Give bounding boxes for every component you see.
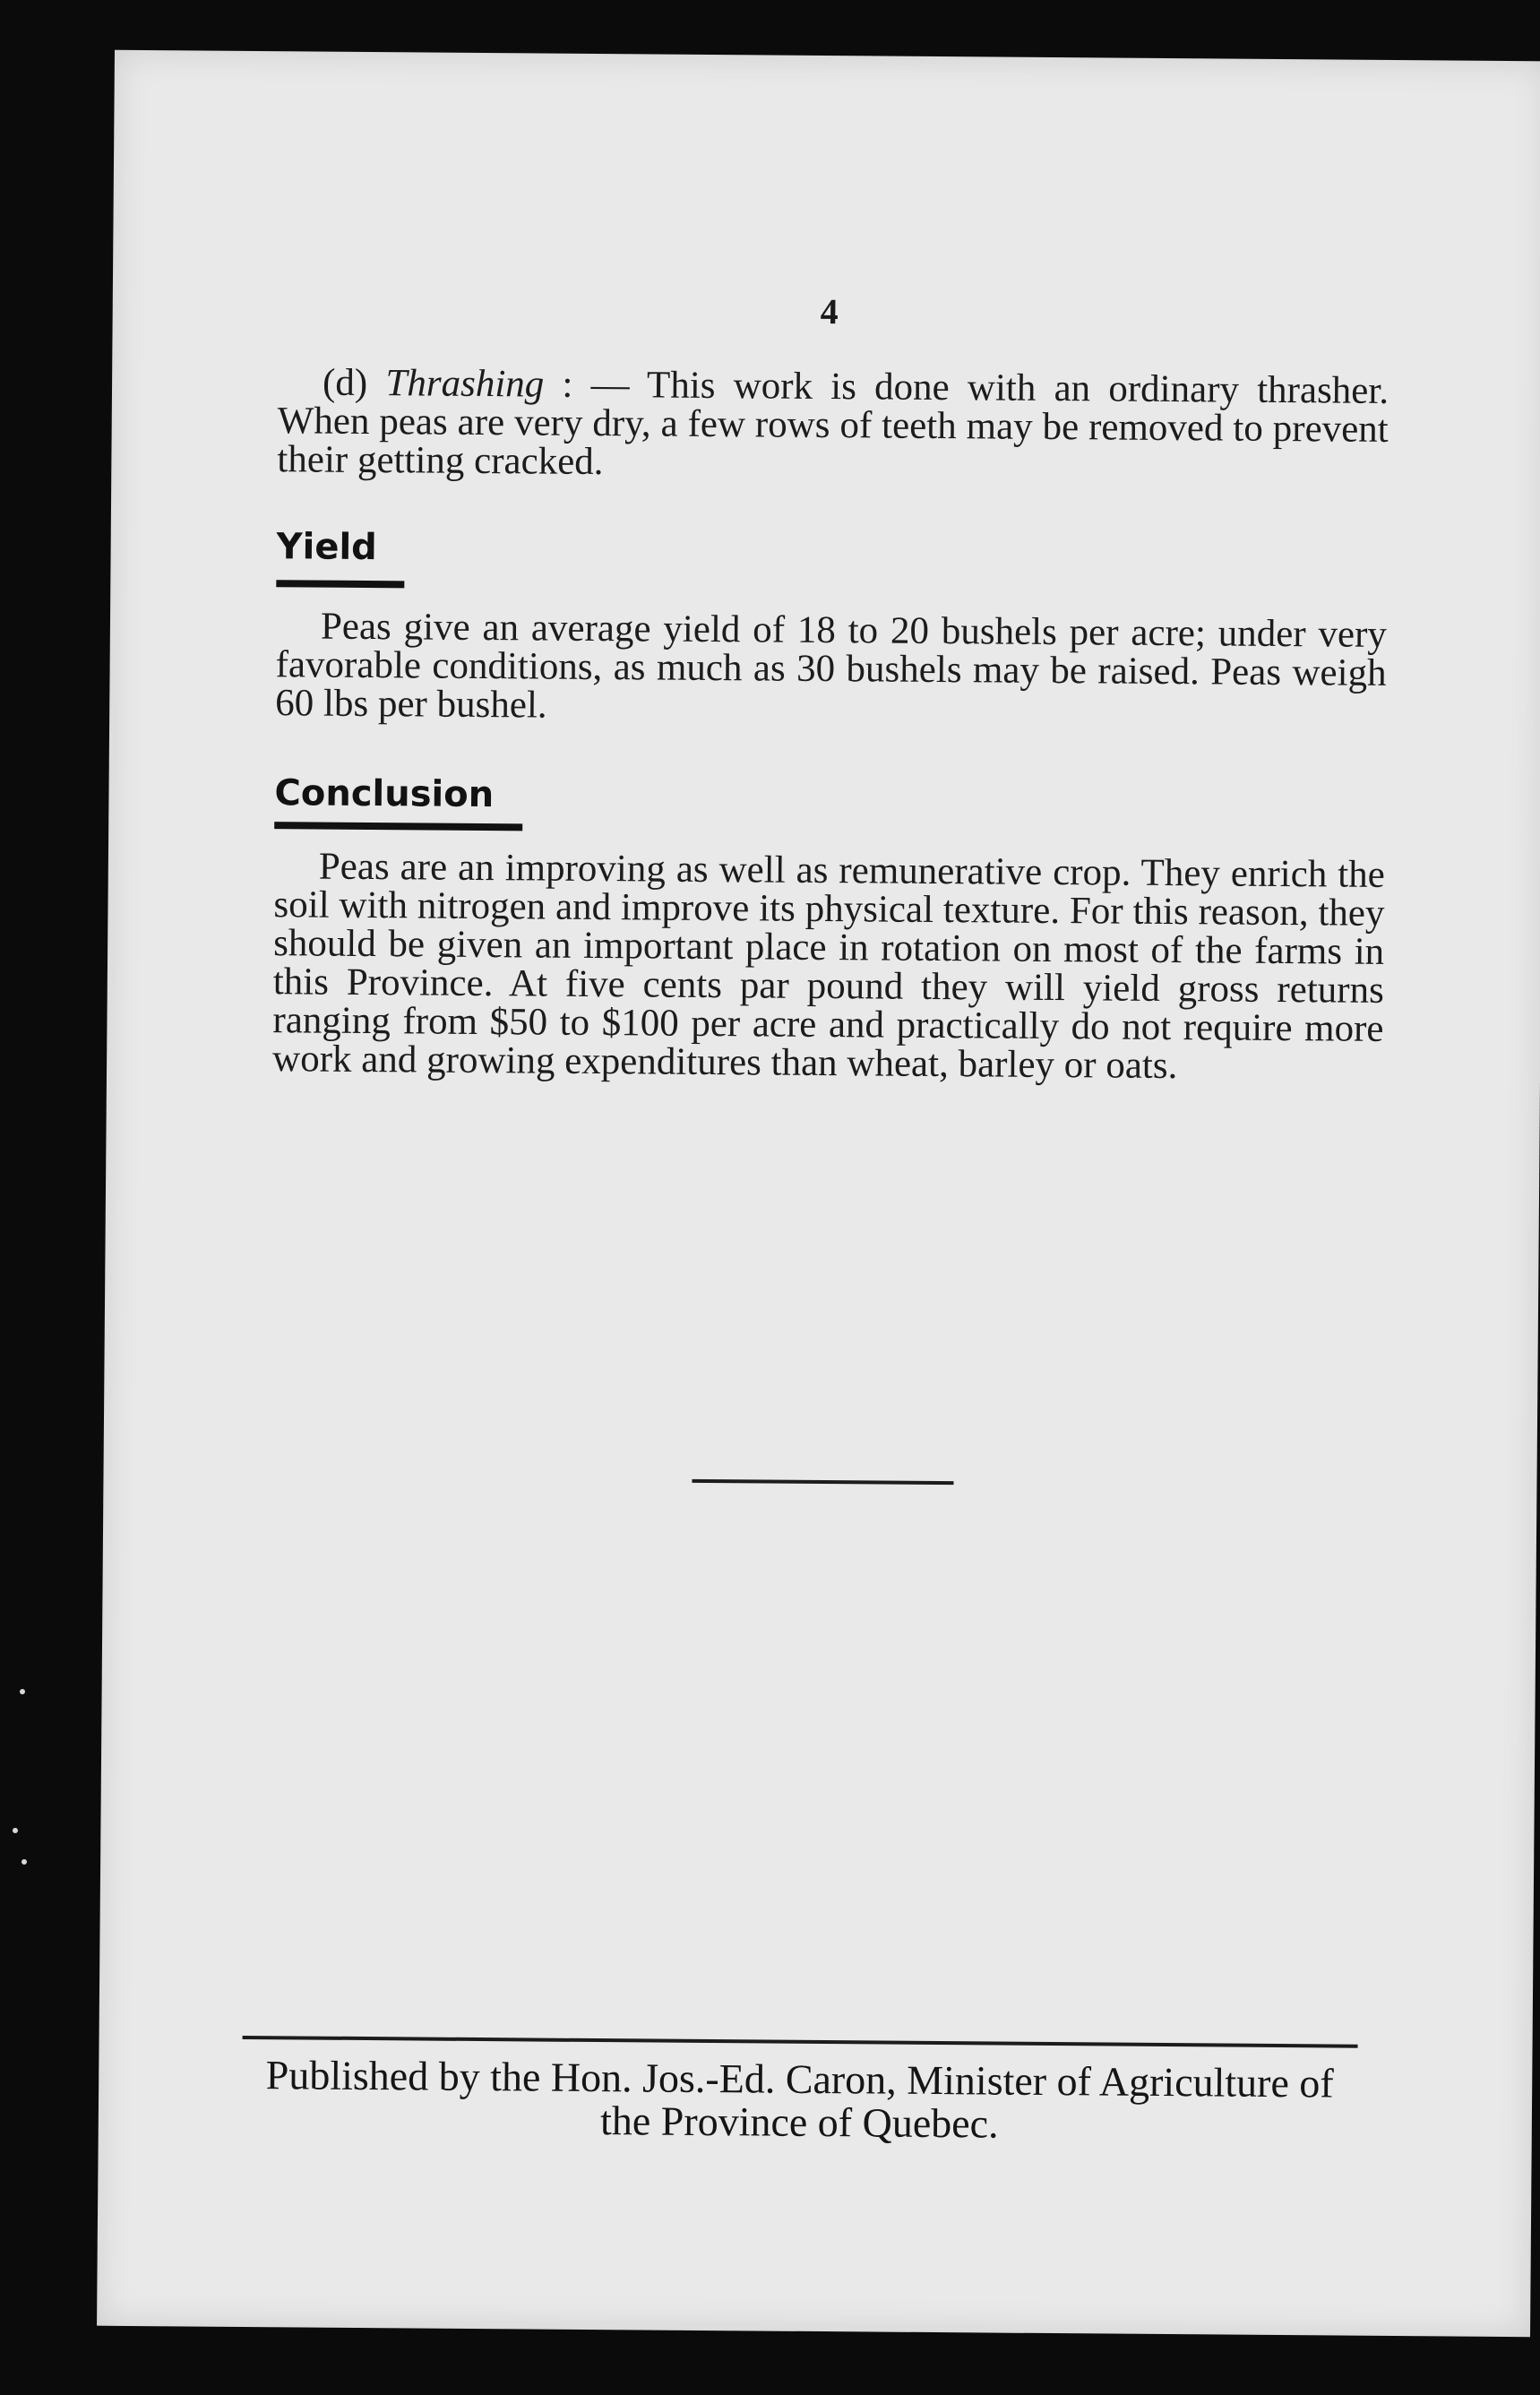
yield-heading-underline: [276, 580, 404, 588]
conclusion-paragraph: Peas are an improving as well as remunerative crop. They enrich the soil with nitrogen and improve its physical texture. For this reason, they should be given an important place in rotation on most of the farms in this Province. At five cents par pound they will yield gross returns ranging from $50 to $100 per acre and practically do not require more work and growing expenditures than wheat, barley or oats.: [271, 845, 1385, 1088]
yield-paragraph: Peas give an average yield of 18 to 20 bushels per acre; under very favorable conditions, as much as 30 bushels may be raised. Peas weigh 60 lbs per bushel.: [275, 605, 1388, 727]
yield-heading: Yield: [276, 526, 377, 569]
scan-speck: [20, 1689, 25, 1694]
thrashing-term: Thrashing: [385, 362, 545, 406]
thrashing-label: (d): [322, 361, 368, 404]
document-page: [97, 50, 1540, 2337]
page-number: 4: [820, 290, 839, 332]
conclusion-heading: Conclusion: [274, 772, 495, 816]
scan-speck: [13, 1828, 18, 1833]
section-separator-rule: [692, 1479, 953, 1485]
conclusion-heading-underline: [274, 822, 522, 831]
footer-rule: [243, 2036, 1358, 2048]
scan-speck: [22, 1859, 27, 1865]
thrashing-text: : — This work is done with an ordinary thrasher. When peas are very dry, a few rows of teeth may be removed to prevent their getting cracked.: [277, 363, 1389, 484]
publisher-footer: Published by the Hon. Jos.-Ed. Caron, Minister of Agriculture of the Province of Quebec.: [265, 2052, 1334, 2147]
thrashing-paragraph: [277, 363, 1389, 487]
